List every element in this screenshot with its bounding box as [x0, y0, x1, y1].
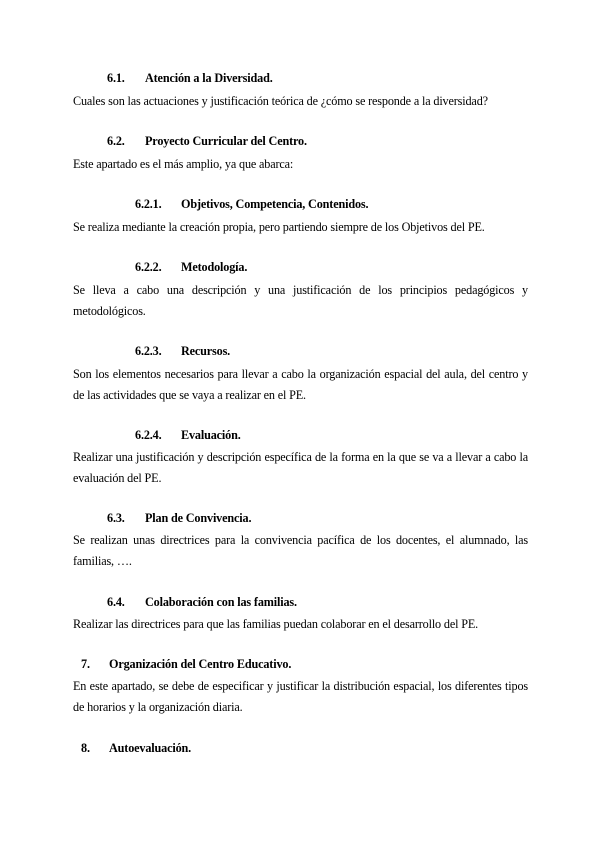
heading-6-1	[73, 70, 528, 86]
section-title: Plan de Convivencia.	[145, 511, 252, 525]
heading-7	[73, 656, 528, 672]
heading-6-2-4	[73, 427, 528, 443]
section-number: 7.	[81, 657, 90, 671]
paragraph-6-1: Cuales son las actuaciones y justificación teórica de ¿cómo se responde a la diversidad?	[73, 94, 488, 108]
section-title: Autoevaluación.	[109, 741, 192, 755]
paragraph-6-3: Se realizan unas directrices para la convivencia pacífica de los docentes, el alumnado, las familias, ….	[73, 533, 528, 568]
section-number: 6.2.1.	[135, 197, 162, 211]
paragraph-6-2: Este apartado es el más amplio, ya que abarca:	[73, 157, 294, 171]
paragraph-6-2-1: Se realiza mediante la creación propia, pero partiendo siempre de los Objetivos del PE.	[73, 220, 485, 234]
section-number: 6.2.3.	[135, 344, 162, 358]
heading-6-2-2	[73, 259, 528, 275]
section-number: 6.2.4.	[135, 428, 162, 442]
paragraph-7: En este apartado, se debe de especificar y justificar la distribución espacial, los diferentes tipos de horarios y la organización diaria.	[73, 679, 528, 714]
paragraph-6-2-2: Se lleva a cabo una descripción y una justificación de los principios pedagógicos y metodológicos.	[73, 283, 528, 318]
section-number: 6.2.2.	[135, 260, 162, 274]
section-title: Atención a la Diversidad.	[145, 71, 273, 85]
heading-6-2-1	[73, 196, 528, 212]
section-title: Organización del Centro Educativo.	[109, 657, 292, 671]
section-title: Recursos.	[181, 344, 231, 358]
paragraph-6-2-4: Realizar una justificación y descripción específica de la forma en la que se va a llevar a cabo la evaluación del PE.	[73, 450, 528, 485]
section-number: 8.	[81, 741, 90, 755]
heading-6-3	[73, 510, 528, 526]
paragraph-6-2-3: Son los elementos necesarios para llevar a cabo la organización espacial del aula, del centro y de las actividades que se vaya a realizar en el PE.	[73, 367, 528, 402]
paragraph-6-4: Realizar las directrices para que las familias puedan colaborar en el desarrollo del PE.	[73, 617, 479, 631]
section-title: Evaluación.	[181, 428, 241, 442]
section-title: Colaboración con las familias.	[145, 595, 297, 609]
section-number: 6.3.	[107, 511, 125, 525]
heading-6-2-3	[73, 343, 528, 359]
section-number: 6.4.	[107, 595, 125, 609]
section-title: Metodología.	[181, 260, 248, 274]
section-title: Objetivos, Competencia, Contenidos.	[181, 197, 369, 211]
section-title: Proyecto Curricular del Centro.	[145, 134, 307, 148]
heading-8	[73, 740, 528, 756]
heading-6-4	[73, 594, 528, 610]
section-number: 6.1.	[107, 71, 125, 85]
section-number: 6.2.	[107, 134, 125, 148]
heading-6-2	[73, 133, 528, 149]
